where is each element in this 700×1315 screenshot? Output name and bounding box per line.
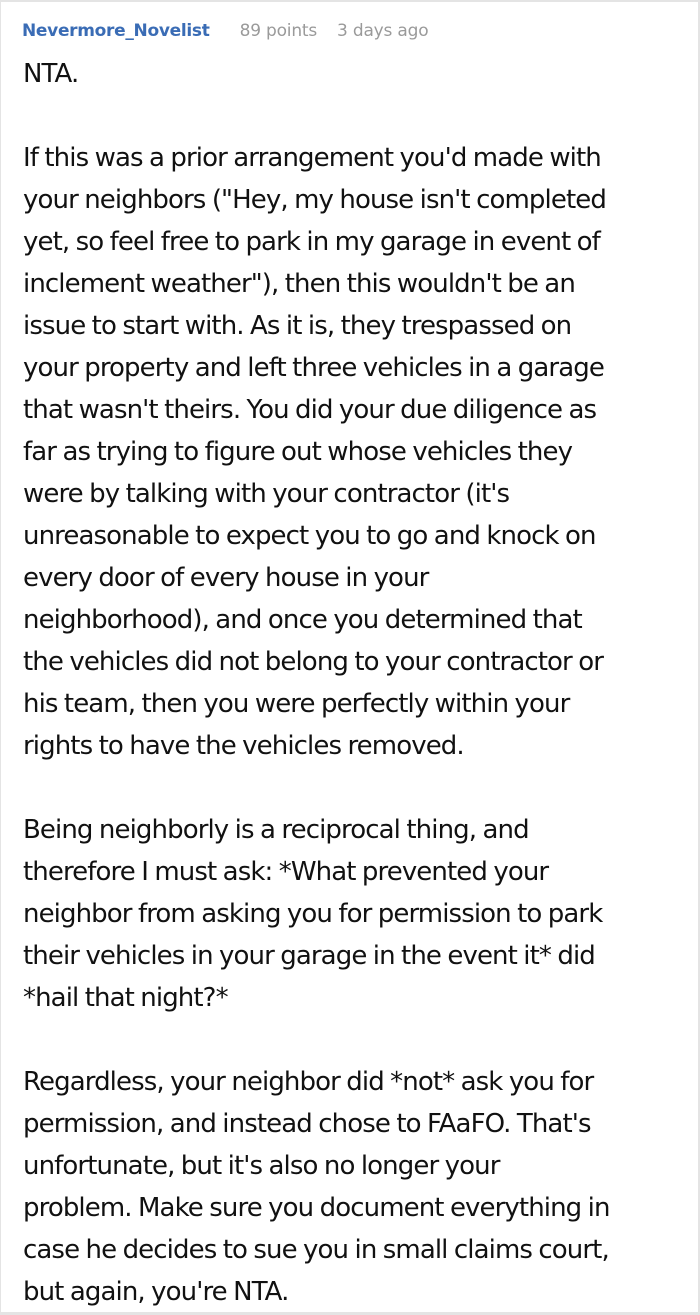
timestamp: 3 days ago — [337, 21, 429, 41]
text-line: every door of every house in your — [23, 563, 429, 593]
text-line: yet, so feel free to park in my garage in event of — [23, 227, 600, 257]
points-count: 89 points — [239, 21, 318, 41]
text-line: the vehicles did not belong to your contractor or — [23, 647, 603, 677]
text-line: Being neighborly is a reciprocal thing, and — [23, 815, 529, 845]
paragraph-gap — [23, 1019, 698, 1061]
paragraph — [23, 1061, 698, 1313]
text-line: his team, then you were perfectly within your — [23, 689, 570, 719]
paragraph-gap — [23, 95, 698, 137]
author-link[interactable]: Nevermore_Novelist — [22, 21, 210, 41]
text-line: therefore I must ask: *What prevented your — [23, 857, 549, 887]
text-line: NTA. — [23, 59, 79, 89]
comment-meta — [22, 19, 428, 43]
text-line: inclement weather"), then this wouldn't be an — [23, 269, 575, 299]
text-line: neighborhood), and once you determined that — [23, 605, 582, 635]
text-line: your property and left three vehicles in a garage — [23, 353, 604, 383]
text-line: problem. Make sure you document everything in — [23, 1193, 610, 1223]
paragraph — [23, 137, 698, 767]
text-line: unfortunate, but it's also no longer your — [23, 1151, 500, 1181]
text-line: their vehicles in your garage in the event it* did — [23, 941, 595, 971]
text-line: If this was a prior arrangement you'd made with — [23, 143, 601, 173]
text-line: but again, you're NTA. — [23, 1277, 289, 1307]
text-line: your neighbors ("Hey, my house isn't completed — [23, 185, 606, 215]
text-line: case he decides to sue you in small claims court, — [23, 1235, 609, 1265]
text-line: rights to have the vehicles removed. — [23, 731, 464, 761]
text-line: *hail that night?* — [23, 983, 228, 1013]
paragraph-gap — [23, 767, 698, 809]
text-line: issue to start with. As it is, they trespassed on — [23, 311, 572, 341]
text-line: were by talking with your contractor (it's — [23, 479, 510, 509]
text-line: far as trying to figure out whose vehicles they — [23, 437, 573, 467]
text-line: neighbor from asking you for permission to park — [23, 899, 603, 929]
text-line: that wasn't theirs. You did your due diligence as — [23, 395, 597, 425]
comment-body — [23, 53, 698, 1313]
paragraph — [23, 809, 698, 1019]
paragraph — [23, 53, 698, 95]
text-line: permission, and instead chose to FAaFO. That's — [23, 1109, 591, 1139]
text-line: unreasonable to expect you to go and knock on — [23, 521, 596, 551]
text-line: Regardless, your neighbor did *not* ask you for — [23, 1067, 594, 1097]
